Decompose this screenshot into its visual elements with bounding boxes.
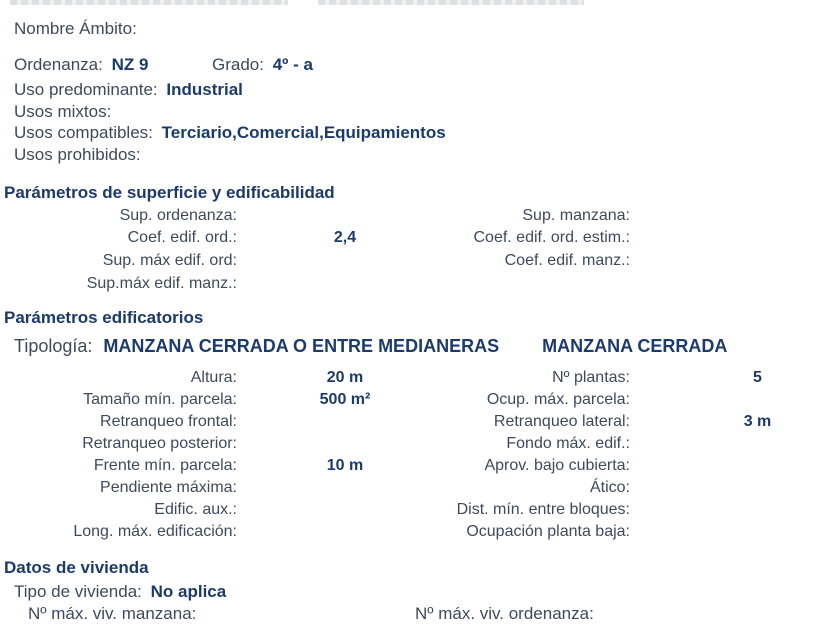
- usos-prohibidos-label: Usos prohibidos:: [14, 145, 141, 164]
- sup-max-edif-manz-label: Sup.máx edif. manz.:: [86, 275, 237, 292]
- field-uso-predominante: [14, 80, 243, 100]
- edific-aux-label: Edific. aux.:: [154, 501, 237, 518]
- param-row-altura: [0, 369, 840, 389]
- tamano-min-parcela-value: 500 m²: [319, 391, 371, 408]
- tipologia-value-primary: MANZANA CERRADA O ENTRE MEDIANERAS: [103, 336, 500, 356]
- retranqueo-lateral-label: Retranqueo lateral:: [493, 413, 630, 430]
- section-title-edificatorios: Parámetros edificatorios: [4, 308, 204, 327]
- field-usos-compatibles: [14, 123, 446, 143]
- param-row-retranqueo-posterior: [0, 435, 840, 455]
- param-row-tamano-min-parcela: [0, 391, 840, 411]
- param-row-sup-max-edif-ord: [0, 252, 840, 272]
- tipo-vivienda-value: No aplica: [150, 582, 227, 601]
- altura-label: Altura:: [190, 369, 237, 386]
- frente-min-parcela-label: Frente mín. parcela:: [93, 457, 237, 474]
- usos-compatibles-label: Usos compatibles:: [14, 123, 153, 142]
- field-ordenanza-grado: [14, 55, 834, 75]
- param-row-retranqueo-frontal: [0, 413, 840, 433]
- long-max-edificacion-label: Long. máx. edificación:: [73, 523, 237, 540]
- sup-ordenanza-label: Sup. ordenanza:: [119, 207, 237, 224]
- altura-value: 20 m: [326, 369, 364, 386]
- ordenanza-label: Ordenanza:: [14, 55, 103, 74]
- cutoff-fragment-right: [318, 0, 584, 5]
- field-tipologia: [14, 336, 727, 357]
- tipologia-value-secondary: MANZANA CERRADA: [542, 336, 728, 356]
- retranqueo-frontal-label: Retranqueo frontal:: [100, 413, 237, 430]
- field-usos-mixtos: [14, 102, 115, 122]
- param-row-frente-min-parcela: [0, 457, 840, 477]
- param-row-long-max-edificacion: [0, 523, 840, 543]
- uso-predominante-label: Uso predominante:: [14, 80, 158, 99]
- section-title-vivienda: Datos de vivienda: [4, 558, 149, 577]
- tipologia-label: Tipología:: [14, 336, 93, 356]
- max-viv-ordenanza-label: Nº máx. viv. ordenanza:: [415, 604, 594, 623]
- num-plantas-value: 5: [753, 369, 762, 386]
- max-viv-manzana-label: Nº máx. viv. manzana:: [28, 604, 197, 623]
- grado-value: 4º - a: [272, 55, 313, 74]
- pendiente-maxima-label: Pendiente máxima:: [100, 479, 237, 496]
- tamano-min-parcela-label: Tamaño mín. parcela:: [83, 391, 237, 408]
- section-title-superficie: Parámetros de superficie y edificabilidad: [4, 183, 335, 202]
- param-row-pendiente-maxima: [0, 479, 840, 499]
- usos-mixtos-label: Usos mixtos:: [14, 102, 112, 121]
- frente-min-parcela-value: 10 m: [326, 457, 364, 474]
- field-usos-prohibidos: [14, 145, 145, 165]
- retranqueo-lateral-value: 3 m: [743, 413, 772, 430]
- nombre-ambito-label: Nombre Ámbito:: [14, 19, 137, 38]
- coef-edif-ord-value: 2,4: [333, 229, 357, 246]
- ocupacion-planta-baja-label: Ocupación planta baja:: [466, 523, 630, 540]
- sup-max-edif-ord-label: Sup. máx edif. ord:: [102, 252, 237, 269]
- grado-label: Grado:: [212, 55, 264, 74]
- param-row-coef-edif-ord: [0, 229, 840, 249]
- atico-label: Ático:: [589, 479, 630, 496]
- dist-min-bloques-label: Dist. mín. entre bloques:: [456, 501, 630, 518]
- sup-manzana-label: Sup. manzana:: [522, 207, 630, 224]
- param-row-edific-aux: [0, 501, 840, 521]
- fondo-max-edif-label: Fondo máx. edif.:: [506, 435, 630, 452]
- field-nombre-ambito: [14, 19, 141, 39]
- tipo-vivienda-label: Tipo de vivienda:: [14, 582, 142, 601]
- param-row-sup-ordenanza: [0, 207, 840, 227]
- field-grado: [212, 55, 313, 75]
- cutoff-fragment-left: [10, 0, 288, 5]
- num-plantas-label: Nº plantas:: [552, 369, 630, 386]
- ocup-max-parcela-label: Ocup. máx. parcela:: [486, 391, 630, 408]
- coef-edif-ord-label: Coef. edif. ord.:: [127, 229, 237, 246]
- coef-edif-manz-label: Coef. edif. manz.:: [504, 252, 630, 269]
- ordenanza-value: NZ 9: [111, 55, 149, 74]
- aprov-bajo-cubierta-label: Aprov. bajo cubierta:: [484, 457, 630, 474]
- field-tipo-vivienda: [14, 582, 226, 602]
- retranqueo-posterior-label: Retranqueo posterior:: [82, 435, 237, 452]
- usos-compatibles-value: Terciario,Comercial,Equipamientos: [161, 123, 446, 142]
- uso-predominante-value: Industrial: [166, 80, 243, 99]
- param-row-sup-max-edif-manz: [0, 275, 840, 295]
- coef-edif-ord-estim-label: Coef. edif. ord. estim.:: [473, 229, 630, 246]
